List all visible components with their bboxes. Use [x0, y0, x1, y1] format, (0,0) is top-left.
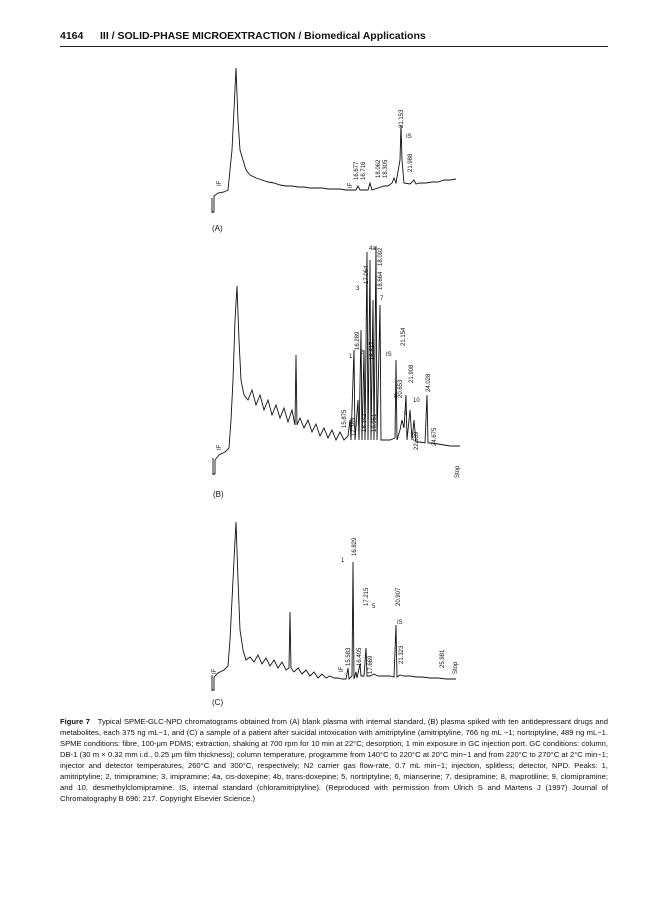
panel-b-peak-1: 1 — [349, 354, 353, 360]
panel-c-rt-8: 25.981 — [440, 649, 446, 668]
panel-b-rt-3: 17.064 — [364, 265, 370, 284]
panel-c — [212, 522, 459, 707]
panel-b-rt-12: 18.951 — [372, 413, 378, 432]
panel-b-is-label: IS — [386, 352, 392, 358]
panel-b-rt-4: 18.092 — [378, 247, 384, 266]
panel-b-rt-10: 22.539 — [414, 431, 420, 450]
panel-b-rt-9: 24.028 — [426, 373, 432, 392]
panel-b-stop-label: Stop — [455, 465, 461, 478]
panel-b-peak-10: 10 — [413, 398, 420, 404]
panel-b-if-label: IF — [217, 444, 223, 450]
panel-c-rt-6: 17.669 — [368, 655, 374, 674]
panel-a-rt-5: 21.153 — [399, 109, 405, 128]
panel-c-is-label: IS — [397, 620, 403, 626]
panel-c-peak-1: 1 — [341, 558, 345, 564]
panel-b-rt-14: 17.385 — [351, 417, 357, 436]
panel-a-rt-6: 21.988 — [408, 153, 414, 172]
panel-a-rt-3: 18.062 — [376, 159, 382, 178]
panel-b-rt-11: 24.675 — [432, 427, 438, 446]
panel-b-peak-2: 2 — [360, 350, 364, 356]
panel-b-rt-8: 21.908 — [409, 364, 415, 383]
panel-c-rt-1: 16.829 — [352, 537, 358, 556]
panel-a-is-label: IS — [406, 134, 412, 140]
panel-b-rt-1: 16.289 — [355, 331, 361, 350]
panel-c-label: (C) — [212, 698, 224, 707]
panel-c-rt-3: 20.907 — [396, 587, 402, 606]
panel-b-peak-9: 9 — [404, 411, 408, 417]
figure-caption — [60, 716, 608, 804]
panel-a — [212, 68, 456, 233]
panel-c-if-label: IF — [212, 668, 218, 674]
panel-b-trace — [213, 246, 460, 474]
panel-c-if-label-2: IF — [339, 666, 345, 672]
caption-text: Typical SPME-GLC-NPD chromatograms obtained from (A) blank plasma with internal standard, (B) plasma spiked with ten antidepressant drugs and metabolites, each 375 ng mL−1, and (C) a sample of a patient after suicidal intoxication with amitriptyline (amitriptyline, 766 ng mL −1; nortriptyline, 489 ng mL−1. SPME conditions: fibre, 100-μm PDMS; extraction, shaking at 700 rpm for 10 min at 22°C; desorption, 1 min exposure in GC injection port. GC conditions: column, DB-1 (30 m × 0.32 mm i.d., 0.25 μm film thickness); column temperature, programme from 140°C to 220°C at 20°C min−1 and from 220°C to 270°C at 2°C min−1; injector and detector temperatures, 260°C and 300°C, respectively; N2 carrier gas flow-rate, 0.7 mL min−1; injection, splitless; detector, NPD. Peaks: 1, amitriptyline; 2, trimipramine; 3, imipramine; 4a, cis-doxepine; 4b, trans-doxepine; 5, nortriptyline; 6, mianserine; 7, desipramine; 8, maprotiline; 9, clomipramine; and 10, desmethylclomipramine. IS, internal standard (chloramitriptyline). (Reproduced with permission from Ulrich S and Martens J (1997) Journal of Chromatography B 696: 217. Copyright Elsevier Science.) — [60, 717, 608, 803]
panel-b-rt-5: 18.664 — [378, 271, 384, 290]
panel-c-trace — [212, 522, 456, 690]
panel-a-rt-1: 16.677 — [354, 161, 360, 180]
panel-c-rt-7: 21.323 — [399, 645, 405, 664]
panel-b-rt-2: 16.817 — [370, 341, 376, 360]
panel-b-peak-4a: 4a — [369, 246, 376, 252]
page-number: 4164 — [60, 30, 84, 42]
panel-a-trace — [212, 68, 456, 212]
panel-c-rt-5: 15.583 — [346, 647, 352, 666]
panel-c-rt-2: 17.215 — [364, 587, 370, 606]
panel-b-rt-7: 20.653 — [398, 379, 404, 398]
panel-b-peak-8: 8 — [394, 394, 398, 400]
panel-b-rt-15: 18.342 — [362, 413, 368, 432]
panel-c-stop-label: Stop — [453, 661, 459, 674]
panel-c-peak-5: 5 — [372, 604, 376, 610]
panel-b-peak-7: 7 — [380, 296, 384, 302]
panel-b-label: (B) — [213, 490, 224, 499]
panel-b-rt-6: 21.154 — [401, 327, 407, 346]
figure-label: Figure 7 — [60, 717, 91, 726]
panel-b — [213, 246, 461, 499]
panel-a-if-label-2: IF — [348, 182, 354, 188]
panel-a-rt-2: 16.716 — [361, 161, 367, 180]
running-title: III / SOLID-PHASE MICROEXTRACTION / Biomedical Applications — [100, 30, 426, 42]
panel-b-rt-13: 15.875 — [342, 409, 348, 428]
panel-a-if-label: IF — [217, 180, 223, 186]
panel-a-label: (A) — [212, 224, 223, 233]
panel-c-rt-4: 16.405 — [357, 647, 363, 666]
panel-b-peak-3: 3 — [356, 286, 360, 292]
panel-a-rt-4: 18.305 — [383, 159, 389, 178]
